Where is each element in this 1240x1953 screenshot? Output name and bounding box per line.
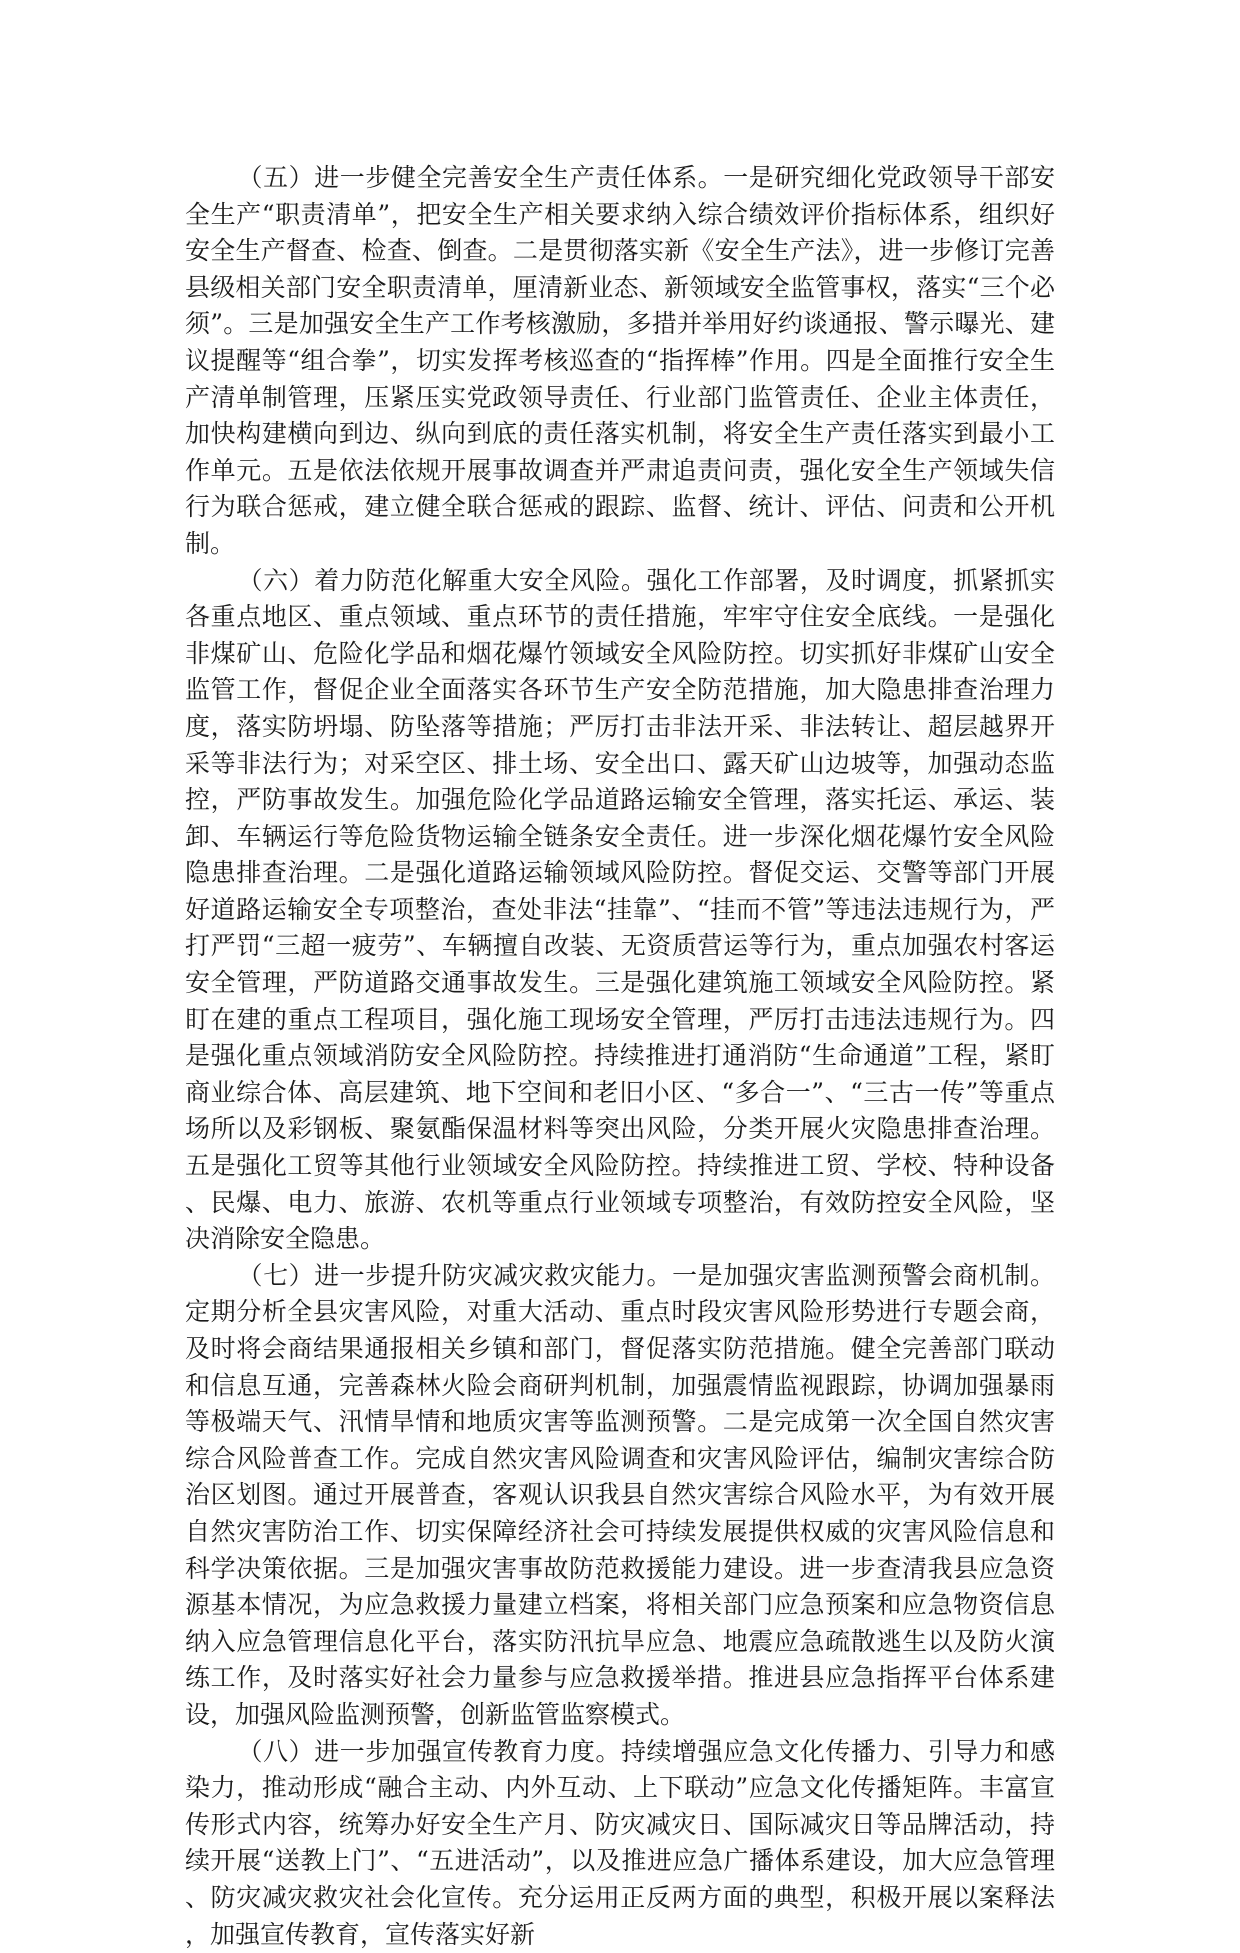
paragraph-section-7: （七）进一步提升防灾减灾救灾能力。一是加强灾害监测预警会商机制。定期分析全县灾害风险，对重大活动、重点时段灾害风险形势进行专题会商，及时将会商结果通报相关乡镇和部门，督促落实防范措施。健全完善部门联动和信息互通，完善森林火险会商研判机制，加强震情监视跟踪，协调加强暴雨等极端天气、汛情旱情和地质灾害等监测预警。二是完成第一次全国自然灾害综合风险普查工作。完成自然灾害风险调查和灾害风险评估，编制灾害综合防治区划图。通过开展普查，客观认识我县自然灾害综合风险水平，为有效开展自然灾害防治工作、切实保障经济社会可持续发展提供权威的灾害风险信息和科学决策依据。三是加强灾害事故防范救援能力建设。进一步查清我县应急资源基本情况，为应急救援力量建立档案，将相关部门应急预案和应急物资信息纳入应急管理信息化平台，落实防汛抗旱应急、地震应急疏散逃生以及防火演练工作，及时落实好社会力量参与应急救援举措。推进县应急指挥平台体系建设，加强风险监测预警，创新监管监察模式。 xyxy=(185,1260,1055,1729)
document-body xyxy=(185,160,1055,1953)
paragraph-section-6: （六）着力防范化解重大安全风险。强化工作部署，及时调度，抓紧抓实各重点地区、重点领域、重点环节的责任措施，牢牢守住安全底线。一是强化非煤矿山、危险化学品和烟花爆竹领域安全风险防控。切实抓好非煤矿山安全监管工作，督促企业全面落实各环节生产安全防范措施，加大隐患排查治理力度，落实防坍塌、防坠落等措施；严厉打击非法开采、非法转让、超层越界开采等非法行为；对采空区、排土场、安全出口、露天矿山边坡等，加强动态监控，严防事故发生。加强危险化学品道路运输安全管理，落实托运、承运、装卸、车辆运行等危险货物运输全链条安全责任。进一步深化烟花爆竹安全风险隐患排查治理。二是强化道路运输领域风险防控。督促交运、交警等部门开展好道路运输安全专项整治，查处非法“挂靠”、“挂而不管”等违法违规行为，严打严罚“三超一疲劳”、车辆擅自改装、无资质营运等行为，重点加强农村客运安全管理，严防道路交通事故发生。三是强化建筑施工领域安全风险防控。紧盯在建的重点工程项目，强化施工现场安全管理，严厉打击违法违规行为。四是强化重点领域消防安全风险防控。持续推进打通消防“生命通道”工程，紧盯商业综合体、高层建筑、地下空间和老旧小区、“多合一”、“三古一传”等重点场所以及彩钢板、聚氨酯保温材料等突出风险，分类开展火灾隐患排查治理。五是强化工贸等其他行业领域安全风险防控。持续推进工贸、学校、特种设备、民爆、电力、旅游、农机等重点行业领域专项整治，有效防控安全风险，坚决消除安全隐患。 xyxy=(185,565,1055,1254)
paragraph-section-8: （八）进一步加强宣传教育力度。持续增强应急文化传播力、引导力和感染力，推动形成“融合主动、内外互动、上下联动”应急文化传播矩阵。丰富宣传形式内容，统筹办好安全生产月、防灾减灾日、国际减灾日等品牌活动，持续开展“送教上门”、“五进活动”，以及推进应急广播体系建设，加大应急管理、防灾减灾救灾社会化宣传。充分运用正反两方面的典型，积极开展以案释法，加强宣传教育，宣传落实好新 xyxy=(185,1736,1055,1949)
paragraph-section-5: （五）进一步健全完善安全生产责任体系。一是研究细化党政领导干部安全生产“职责清单”，把安全生产相关要求纳入综合绩效评价指标体系，组织好安全生产督查、检查、倒查。二是贯彻落实新《安全生产法》，进一步修订完善县级相关部门安全职责清单，厘清新业态、新领域安全监管事权，落实“三个必须”。三是加强安全生产工作考核激励，多措并举用好约谈通报、警示曝光、建议提醒等“组合拳”，切实发挥考核巡查的“指挥棒”作用。四是全面推行安全生产清单制管理，压紧压实党政领导责任、行业部门监管责任、企业主体责任，加快构建横向到边、纵向到底的责任落实机制，将安全生产责任落实到最小工作单元。五是依法依规开展事故调查并严肃追责问责，强化安全生产领域失信行为联合惩戒，建立健全联合惩戒的跟踪、监督、统计、评估、问责和公开机制。 xyxy=(185,163,1055,558)
